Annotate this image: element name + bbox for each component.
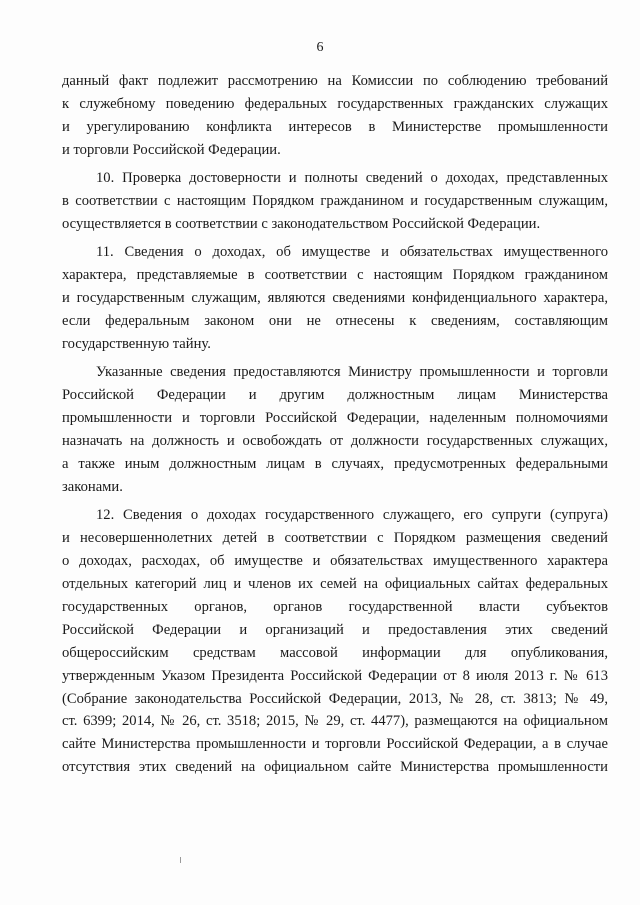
text-line: отдельных категорий лиц и членов их семей на официальных сайтах федеральных (62, 576, 608, 593)
text-line: если федеральным законом они не отнесены к сведениям, составляющим (62, 313, 608, 330)
text-line: назначать на должность и освобождать от должности государственных служащих, (62, 433, 608, 450)
text-line: государственную тайну. (62, 335, 211, 352)
text-line: Российской Федерации и другим должностным лицам Министерства (62, 387, 608, 404)
text-line: характера, представляемые в соответствии с настоящим Порядком гражданином (62, 267, 608, 284)
text-line: о доходах, расходах, об имуществе и обязательствах имущественного характера (62, 553, 608, 570)
text-line: (Собрание законодательства Российской Федерации, 2013, № 28, ст. 3813; № 49, (62, 690, 608, 707)
text-line: утвержденным Указом Президента Российской Федерации от 8 июля 2013 г. № 613 (62, 667, 608, 684)
text-line: и урегулированию конфликта интересов в Министерстве промышленности (62, 118, 608, 135)
paragraph-disclosure-recipients (62, 361, 608, 498)
paragraph-11 (62, 241, 608, 355)
text-line: и торговли Российской Федерации. (62, 141, 281, 158)
text-line: осуществляется в соответствии с законодательством Российской Федерации. (62, 215, 541, 232)
document-body (62, 70, 608, 779)
text-line: Указанные сведения предоставляются Министру промышленности и торговли (96, 364, 608, 381)
text-line: данный факт подлежит рассмотрению на Комиссии по соблюдению требований (62, 73, 608, 89)
paragraph-10 (62, 167, 608, 236)
scan-artifact-mark (180, 857, 181, 863)
text-line: 11. Сведения о доходах, об имуществе и обязательствах имущественного (96, 244, 608, 261)
text-line: промышленности и торговли Российской Федерации, наделенным полномочиями (62, 410, 608, 427)
text-line: государственных органов, органов государственной власти субъектов (62, 598, 608, 615)
text-line: и несовершеннолетних детей в соответствии с Порядком размещения сведений (62, 530, 608, 547)
text-line: и государственным служащим, являются сведениями конфиденциального характера, (62, 290, 608, 307)
text-line: общероссийским средствам массовой информации для опубликования, (62, 644, 608, 661)
text-line: 12. Сведения о доходах государственного служащего, его супруги (супруга) (96, 507, 608, 524)
text-line: 10. Проверка достоверности и полноты сведений о доходах, представленных (96, 170, 608, 187)
text-line: ст. 6399; 2014, № 26, ст. 3518; 2015, № 29, ст. 4477), размещаются на официальном (62, 713, 608, 730)
paragraph-12 (62, 504, 608, 779)
text-line: к служебному поведению федеральных государственных гражданских служащих (62, 95, 608, 112)
text-line: Российской Федерации и организаций и предоставления этих сведений (62, 621, 608, 638)
text-line: отсутствия этих сведений на официальном сайте Министерства промышленности (62, 759, 608, 776)
text-line: в соответствии с настоящим Порядком гражданином и государственным служащим, (62, 193, 608, 210)
text-line: сайте Министерства промышленности и торговли Российской Федерации, а в случае (62, 736, 608, 753)
text-line: а также иным должностным лицам в случаях, предусмотренных федеральными (62, 456, 608, 473)
text-line: законами. (62, 478, 123, 495)
paragraph-continuation (62, 70, 608, 162)
page-number: 6 (316, 40, 324, 55)
